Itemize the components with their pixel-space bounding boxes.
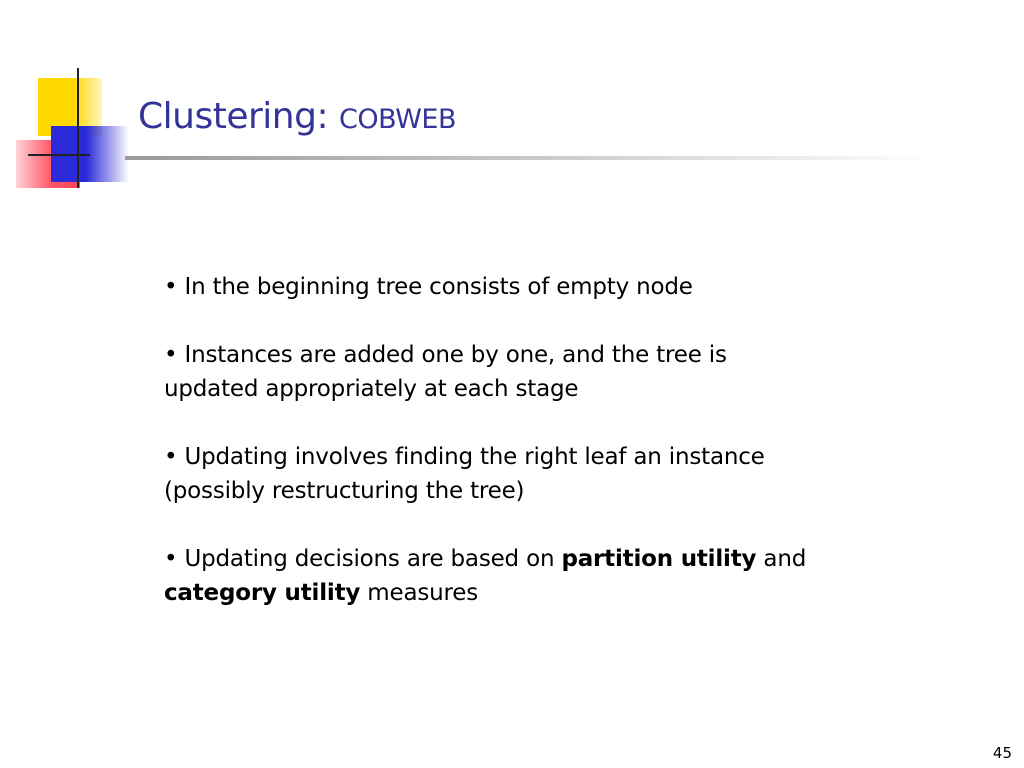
decorative-logo <box>0 0 140 200</box>
bullet-marker: • <box>164 444 178 470</box>
bullet-text-end: measures <box>360 580 478 606</box>
bullet-item <box>164 270 904 304</box>
bullet-text: In the beginning tree consists of empty node <box>184 274 693 300</box>
vertical-line-shape <box>77 68 79 188</box>
bullet-marker: • <box>164 546 178 572</box>
horizontal-line-shape <box>28 154 90 156</box>
category-utility-term: category utility <box>164 580 361 606</box>
bullet-text-line-1: Instances are added one by one, and the tree is <box>184 342 727 368</box>
bullet-marker: • <box>164 342 178 368</box>
bullet-item <box>164 440 904 508</box>
slide-title <box>138 96 456 137</box>
page-number: 45 <box>992 744 1012 762</box>
slide-title-sub: COBWEB <box>339 104 456 135</box>
bullet-marker: • <box>164 274 178 300</box>
bullet-text-line-2: (possibly restructuring the tree) <box>164 478 525 504</box>
slide-body <box>164 270 904 610</box>
bullet-item <box>164 542 904 610</box>
slide-title-main: Clustering: <box>138 96 340 137</box>
bullet-text-line-2: updated appropriately at each stage <box>164 376 579 402</box>
title-divider <box>125 156 935 160</box>
bullet-text-suffix: and <box>756 546 807 572</box>
partition-utility-term: partition utility <box>561 546 757 572</box>
bullet-text-prefix: Updating decisions are based on <box>184 546 562 572</box>
bullet-item <box>164 338 904 406</box>
bullet-text-line-1: Updating involves finding the right leaf an instance <box>184 444 765 470</box>
